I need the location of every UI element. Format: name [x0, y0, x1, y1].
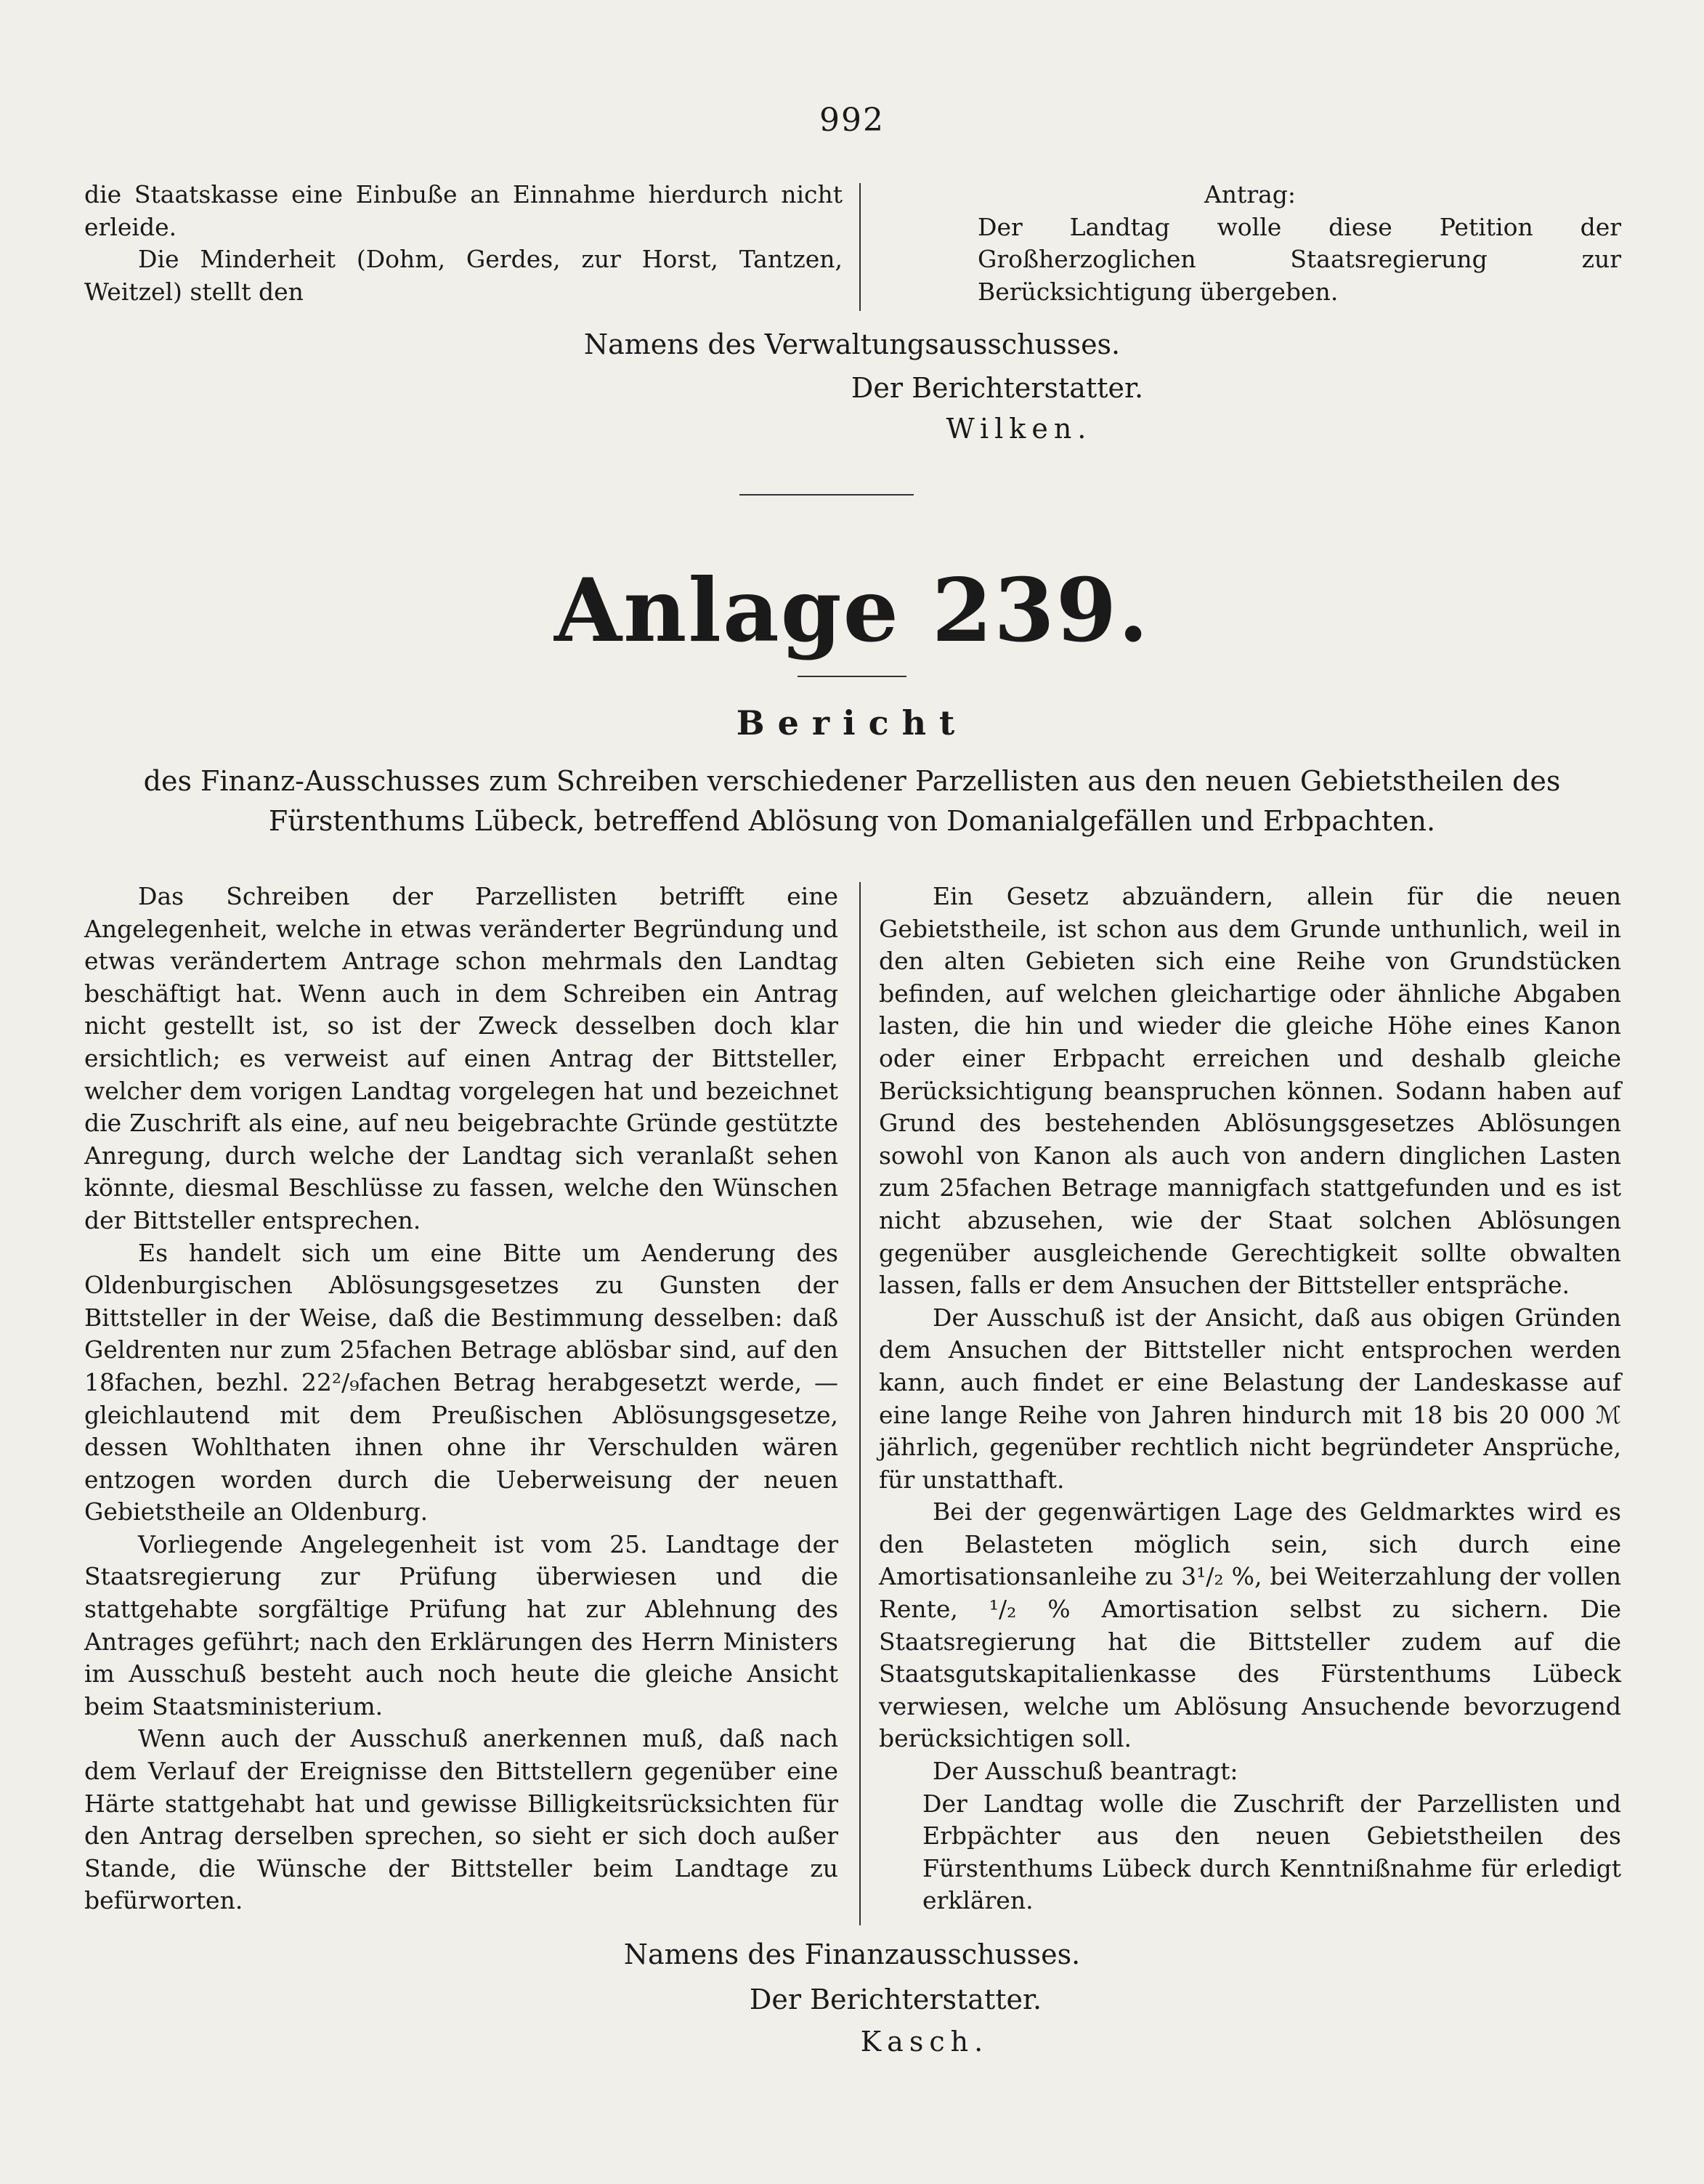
top-right-column	[879, 179, 1621, 308]
motion-text: Der Landtag wolle die Zuschrift der Parzellisten und Erbpächter aus den neuen Gebietstheilen des Fürstenthums Lübeck durch Kenntnißnahme für erledigt erklären.	[922, 1789, 1621, 1915]
report-heading: Bericht	[736, 703, 968, 743]
reporter-name: Wilken.	[946, 413, 1092, 445]
page-number: 992	[819, 102, 885, 139]
top-left-column	[84, 179, 843, 308]
paragraph: Vorliegende Angelegenheit ist vom 25. Landtage der Staatsregierung zur Prüfung überwiesen und die stattgehabte sorgfältige Prüfung hat zur Ablehnung des Antrages geführt; nach den Erklärungen des Herrn Ministers im Ausschuß besteht auch noch heute die gleiche Ansicht beim Staatsministerium.	[84, 1529, 838, 1720]
column-divider	[859, 882, 861, 1925]
paragraph: die Staatskasse eine Einbuße an Einnahme hierdurch nicht erleide.	[84, 180, 843, 241]
paragraph: Bei der gegenwärtigen Lage des Geldmarktes wird es den Belasteten möglich sein, sich durch eine Amortisationsanleihe zu 3¹/₂ %, bei Weiterzahlung der vollen Rente, ¹/₂ % Amortisation selbst zu sichern. Die Staatsregierung hat die Bittsteller zudem auf die Staatsgutskapitalienkasse des Fürstenthums Lübeck verwiesen, welche um Ablösung Ansuchende bevorzugend berücksichtigen soll.	[879, 1497, 1621, 1753]
motion-text: Der Landtag wolle diese Petition der Großherzoglichen Staatsregierung zur Berücksichtigung übergeben.	[978, 212, 1621, 306]
reporter-label: Der Berichterstatter.	[851, 372, 1144, 404]
column-divider	[859, 183, 861, 311]
paragraph: Das Schreiben der Parzellisten betrifft eine Angelegenheit, welche in etwas veränderter Begründung und etwas verändertem Antrage schon mehrmals den Landtag beschäftigt hat. Wenn auch in dem Schreiben ein Antrag nicht gestellt ist, so ist der Zweck desselben doch klar ersichtlich; es verweist auf einen Antrag der Bittsteller, welcher dem vorigen Landtag vorgelegen hat und bezeichnet die Zuschrift als eine, auf neu beigebrachte Gründe gestützte Anregung, durch welche der Landtag sich veranlaßt sehen könnte, diesmal Beschlüsse zu fassen, welche den Wünschen der Bittsteller entsprechen.	[84, 882, 838, 1234]
paragraph: Die Minderheit (Dohm, Gerdes, zur Horst, Tantzen, Weitzel) stellt den	[84, 245, 843, 306]
committee-signature: Namens des Verwaltungsausschusses.	[583, 328, 1121, 360]
section-rule	[739, 494, 914, 496]
reporter-label: Der Berichterstatter.	[749, 1983, 1042, 2015]
title-rule	[798, 676, 906, 677]
paragraph: Ein Gesetz abzuändern, allein für die neuen Gebietstheile, ist schon aus dem Grunde unthunlich, weil in den alten Gebieten sich eine Reihe von Grundstücken befinden, auf welchen gleichartige oder ähnliche Abgaben lasten, die hin und wieder die gleiche Höhe eines Kanon oder einer Erbpacht erreichen und deshalb gleiche Berücksichtigung beanspruchen können. Sodann haben auf Grund des bestehenden Ablösungsgesetzes Ablösungen sowohl von Kanon als auch von andern dinglichen Lasten zum 25fachen Betrage mannigfach stattgefunden und es ist nicht abzusehen, wie der Staat solchen Ablösungen gegenüber ausgleichende Gerechtigkeit sollte obwalten lassen, falls er dem Ansuchen der Bittsteller entspräche.	[879, 882, 1621, 1300]
motion-heading: Antrag:	[1204, 180, 1297, 209]
body-right-column	[879, 881, 1621, 1917]
reporter-name: Kasch.	[860, 2026, 989, 2058]
annex-title: Anlage 239.	[554, 559, 1150, 662]
paragraph: Der Ausschuß beantragt:	[933, 1757, 1238, 1786]
committee-signature: Namens des Finanzausschusses.	[623, 1938, 1081, 1970]
paragraph: Der Ausschuß ist der Ansicht, daß aus obigen Gründen dem Ansuchen der Bittsteller nicht entsprochen werden kann, auch findet er eine Belastung der Landeskasse auf eine lange Reihe von Jahren hindurch mit 18 bis 20 000 ℳ jährlich, gegenüber rechtlich nicht begründeter Ansprüche, für unstatthaft.	[879, 1303, 1621, 1494]
report-subtitle: des Finanz-Ausschusses zum Schreiben verschiedener Parzellisten aus den neuen Gebietstheilen des Fürstenthums Lübeck, betreffend Ablösung von Domanialgefällen und Erbpachten.	[143, 765, 1561, 837]
paragraph: Es handelt sich um eine Bitte um Aenderung des Oldenburgischen Ablösungsgesetzes zu Gunsten der Bittsteller in der Weise, daß die Bestimmung desselben: daß Geldrenten nur zum 25fachen Betrage ablösbar sind, auf den 18fachen, bezhl. 22²/₉fachen Betrag herabgesetzt werde, — gleichlautend mit dem Preußischen Ablösungsgesetze, dessen Wohlthaten ihnen ohne ihr Verschulden wären entzogen worden durch die Ueberweisung der neuen Gebietstheile an Oldenburg.	[84, 1238, 838, 1526]
body-left-column	[84, 881, 838, 1917]
paragraph: Wenn auch der Ausschuß anerkennen muß, daß nach dem Verlauf der Ereignisse den Bittstellern gegenüber eine Härte stattgehabt hat und gewisse Billigkeitsrücksichten für den Antrag derselben sprechen, so sieht er sich doch außer Stande, die Wünsche der Bittsteller beim Landtage zu befürworten.	[84, 1724, 838, 1915]
